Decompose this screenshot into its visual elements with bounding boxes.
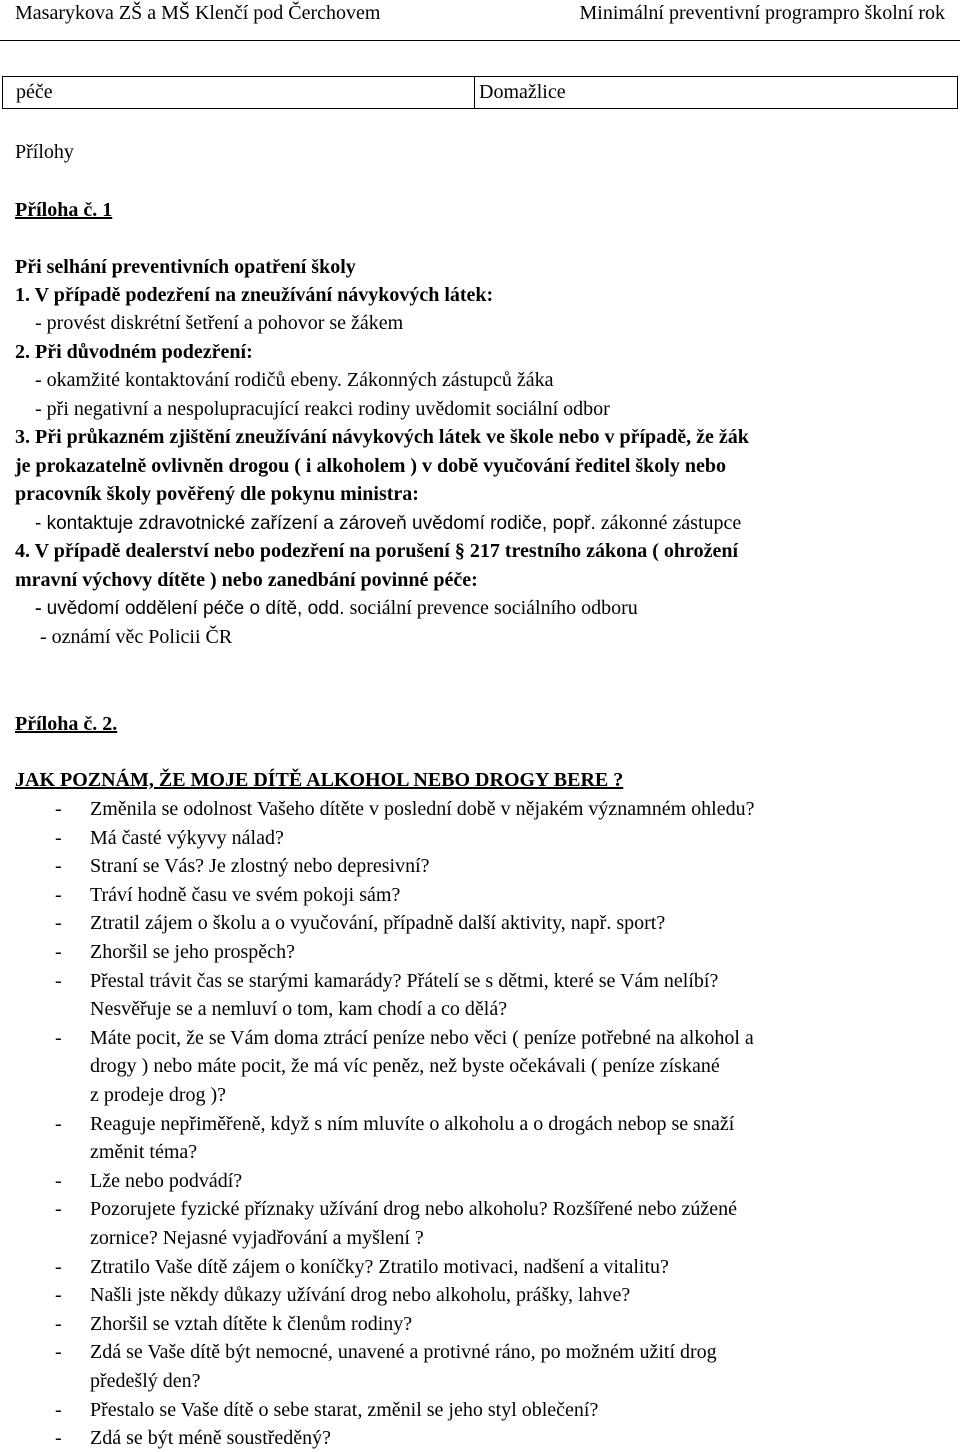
annex-2-heading: JAK POZNÁM, ŽE MOJE DÍTĚ ALKOHOL NEBO DROGY BERE ? [15, 769, 624, 791]
annex-1-item-1: 1. V případě podezření na zneužívání návykových látek: [15, 284, 494, 306]
prilohy-title: Přílohy [15, 141, 74, 163]
annex-1-item-3-line-1: 3. Při průkazném zjištění zneužívání návykových látek ve škole nebo v případě, že žák [15, 426, 749, 448]
page-header [15, 2, 945, 32]
list-item: Ztratilo Vaše dítě zájem o koníčky? Ztratilo motivaci, nadšení a vitalitu? [90, 1256, 669, 1278]
item-4a-sans-text: uvědomí oddělení péče o dítě, odd. [46, 598, 345, 619]
header-program: Minimální preventivní programpro školní rok [579, 2, 945, 24]
contact-table [2, 76, 958, 109]
list-bullet: - [55, 1399, 62, 1421]
list-bullet: - [55, 1256, 62, 1278]
list-bullet: - [55, 1313, 62, 1335]
list-item: z prodeje drog )? [90, 1084, 227, 1106]
list-item: Máte pocit, že se Vám doma ztrácí peníze nebo věci ( peníze potřebné na alkohol a [90, 1027, 754, 1049]
list-bullet: - [55, 1170, 62, 1192]
list-item: Zhoršil se jeho prospěch? [90, 941, 295, 963]
item-3a-sans-text: - kontaktuje zdravotnické zařízení a zároveň uvědomí rodiče, popř. [35, 513, 596, 534]
list-item: Má časté výkyvy nálad? [90, 827, 284, 849]
list-item: zornice? Nejasné vyjadřování a myšlení ? [90, 1227, 424, 1249]
list-item: Zhoršil se vztah dítěte k členům rodiny? [90, 1313, 413, 1335]
list-bullet: - [55, 941, 62, 963]
annex-1-item-3-line-3: pracovník školy pověřený dle pokynu ministra: [15, 483, 419, 505]
annex-1-item-2a: - okamžité kontaktování rodičů ebeny. Zákonných zástupců žáka [35, 369, 554, 391]
annex-1-heading: Při selhání preventivních opatření školy [15, 256, 356, 278]
list-item: Nesvěřuje se a nemluví o tom, kam chodí a co dělá? [90, 998, 508, 1020]
item-3a-serif-text: zákonné zástupce [595, 512, 742, 534]
list-bullet: - [55, 1427, 62, 1449]
annex-1-item-3a [35, 509, 741, 538]
list-item: drogy ) nebo máte pocit, že má víc peněz, než byste očekávali ( peníze získané [90, 1055, 720, 1077]
table-row [3, 77, 958, 109]
annex-1-item-4a [35, 594, 638, 623]
list-bullet: - [55, 1284, 62, 1306]
list-item: Přestal trávit čas se starými kamarády? Přátelí se s dětmi, které se Vám nelíbí? [90, 970, 719, 992]
table-cell: péče [3, 77, 475, 109]
list-item: Pozorujete fyzické příznaky užívání drog nebo alkoholu? Rozšířené nebo zúžené [90, 1198, 737, 1220]
list-bullet: - [55, 798, 62, 820]
list-item: Změnila se odolnost Vašeho dítěte v poslední době v nějakém významném ohledu? [90, 798, 755, 820]
item-4a-serif-text: sociální prevence sociálního odboru [344, 597, 638, 619]
list-bullet: - [55, 884, 62, 906]
list-item: Reaguje nepřiměřeně, když s ním mluvíte o alkoholu a o drogách nebop se snaží [90, 1113, 735, 1135]
header-divider [0, 40, 960, 41]
list-item: Ztratil zájem o školu a o vyučování, případně další aktivity, např. sport? [90, 912, 666, 934]
list-item: Zdá se být méně soustředěný? [90, 1427, 332, 1449]
annex-1-item-4b: - oznámí věc Policii ČR [40, 626, 233, 648]
list-bullet: - [55, 1198, 62, 1220]
annex-1-item-2b: - při negativní a nespolupracující reakci rodiny uvědomit sociální odbor [35, 398, 610, 420]
annex-2-title: Příloha č. 2. [15, 713, 118, 735]
list-item: Našli jste někdy důkazy užívání drog nebo alkoholu, prášky, lahve? [90, 1284, 631, 1306]
list-bullet: - [55, 827, 62, 849]
list-bullet: - [55, 912, 62, 934]
list-bullet: - [55, 1341, 62, 1363]
annex-1-item-4-line-2: mravní výchovy dítěte ) nebo zanedbání povinné péče: [15, 569, 478, 591]
annex-1-item-1a: - provést diskrétní šetření a pohovor se žákem [35, 312, 404, 334]
list-item: změnit téma? [90, 1141, 198, 1163]
table-cell: Domažlice [475, 77, 958, 109]
list-item: Straní se Vás? Je zlostný nebo depresivní? [90, 855, 430, 877]
list-bullet: - [55, 855, 62, 877]
annex-1-item-2: 2. Při důvodném podezření: [15, 341, 253, 363]
list-bullet: - [55, 1027, 62, 1049]
annex-1-title: Příloha č. 1 [15, 199, 113, 221]
list-item: předešlý den? [90, 1370, 201, 1392]
header-school: Masarykova ZŠ a MŠ Klenčí pod Čerchovem [15, 2, 381, 24]
item-4a-dash: - [35, 597, 47, 619]
list-item: Tráví hodně času ve svém pokoji sám? [90, 884, 401, 906]
list-item: Lže nebo podvádí? [90, 1170, 243, 1192]
list-bullet: - [55, 970, 62, 992]
list-item: Přestalo se Vaše dítě o sebe starat, změnil se jeho styl oblečení? [90, 1399, 599, 1421]
list-bullet: - [55, 1113, 62, 1135]
annex-1-item-4-line-1: 4. V případě dealerství nebo podezření na porušení § 217 trestního zákona ( ohrožení [15, 540, 739, 562]
list-item: Zdá se Vaše dítě být nemocné, unavené a protivné ráno, po možném užití drog [90, 1341, 717, 1363]
annex-1-item-3-line-2: je prokazatelně ovlivněn drogou ( i alkoholem ) v době vyučování ředitel školy nebo [15, 455, 726, 477]
